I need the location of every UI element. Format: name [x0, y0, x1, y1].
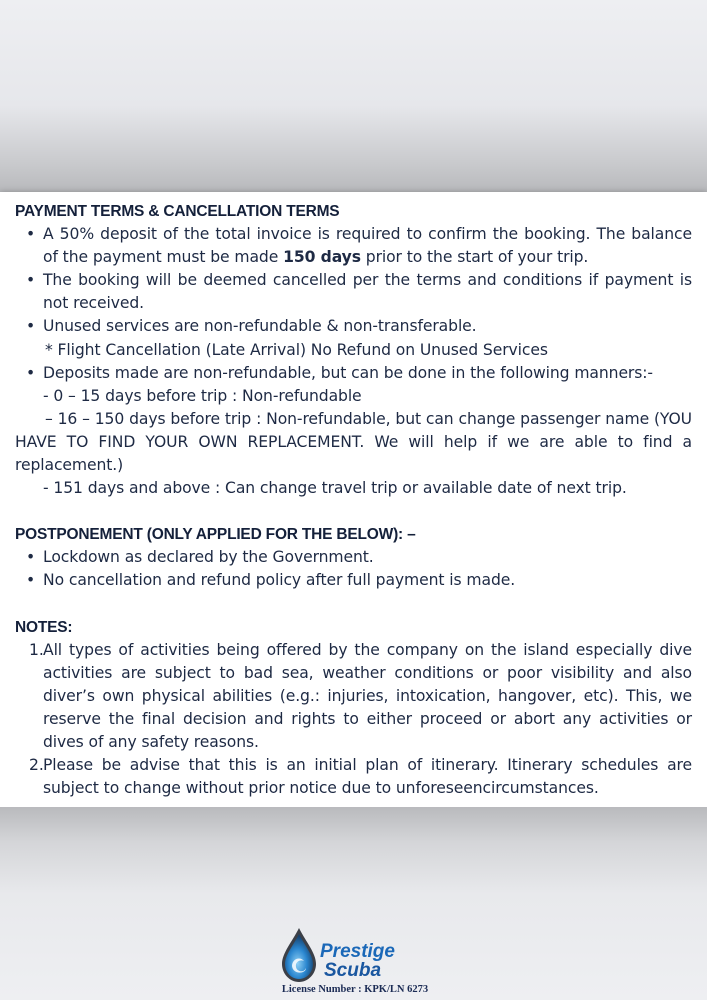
- postponement-list: [15, 546, 692, 592]
- water-drop-logo-icon: [278, 926, 320, 984]
- note-text-1: All types of activities being offered by the company on the island especially dive activities are subject to bad sea, weather conditions or poor visibility and also diver’s own physical abilities (e.g.: injuries, intoxication, hangover, etc). This, we reserve the final decision and rights to either proceed or abort any activities or dives of any safety reasons.: [43, 640, 692, 751]
- license-number: License Number : KPK/LN 6273: [281, 984, 429, 995]
- payment-bullet-unused: • Unused services are non-refundable & non-transferable.: [15, 315, 692, 338]
- payment-bullet-deposit: [15, 223, 692, 269]
- deposit-text-start: A 50% deposit of the total invoice is required to confirm the booking. The balance of the payment must be made: [43, 225, 692, 267]
- payment-list-2: [15, 362, 692, 385]
- payment-heading: PAYMENT TERMS & CANCELLATION TERMS: [15, 203, 340, 220]
- note-item-2: [15, 754, 692, 800]
- flight-cancellation-note: * Flight Cancellation (Late Arrival) No Refund on Unused Services: [45, 340, 548, 359]
- deposit-days: 150 days: [283, 248, 361, 267]
- note-number-1: 1.: [29, 640, 44, 659]
- brand-line-2: Scuba: [324, 960, 382, 981]
- payment-bullet-deposits-manner: • Deposits made are non-refundable, but can be done in the following manners:-: [15, 362, 692, 385]
- top-background: [0, 0, 707, 192]
- brand-name: [320, 942, 395, 980]
- postponement-bullet-no-refund: • No cancellation and refund policy after full payment is made.: [15, 569, 692, 592]
- note-item-1: [15, 639, 692, 754]
- deposit-rule-0-15: - 0 – 15 days before trip : Non-refundable: [43, 386, 362, 405]
- notes-heading: NOTES:: [15, 618, 73, 636]
- note-text-2: Please be advise that this is an initial plan of itinerary. Itinerary schedules are subject to change without prior notice due to unforeseencircumstances.: [43, 756, 692, 798]
- notes-list: [15, 639, 692, 801]
- postponement-bullet-lockdown: • Lockdown as declared by the Government.: [15, 546, 692, 569]
- deposit-rule-151: [15, 477, 692, 500]
- payment-list: [15, 223, 692, 338]
- payment-bullet-cancelled: • The booking will be deemed cancelled per the terms and conditions if payment is not received.: [15, 269, 692, 315]
- postponement-heading: POSTPONEMENT (ONLY APPLIED FOR THE BELOW): –: [15, 526, 416, 544]
- terms-content: [15, 200, 692, 800]
- brand-line-1: Prestige: [320, 941, 395, 962]
- deposit-rule-151-text: - 151 days and above : Can change travel trip or available date of next trip.: [43, 479, 627, 498]
- deposit-text-end: prior to the start of your trip.: [360, 248, 589, 267]
- note-number-2: 2.: [29, 756, 44, 775]
- deposit-rule-16-150: [15, 408, 692, 477]
- deposit-rule-16-150-text: – 16 – 150 days before trip : Non-refundable, but can change passenger name (YOU HAVE TO FIND YOUR OWN REPLACEMENT. We will help if we are able to find a replacement.): [15, 409, 692, 475]
- company-logo: [270, 926, 440, 998]
